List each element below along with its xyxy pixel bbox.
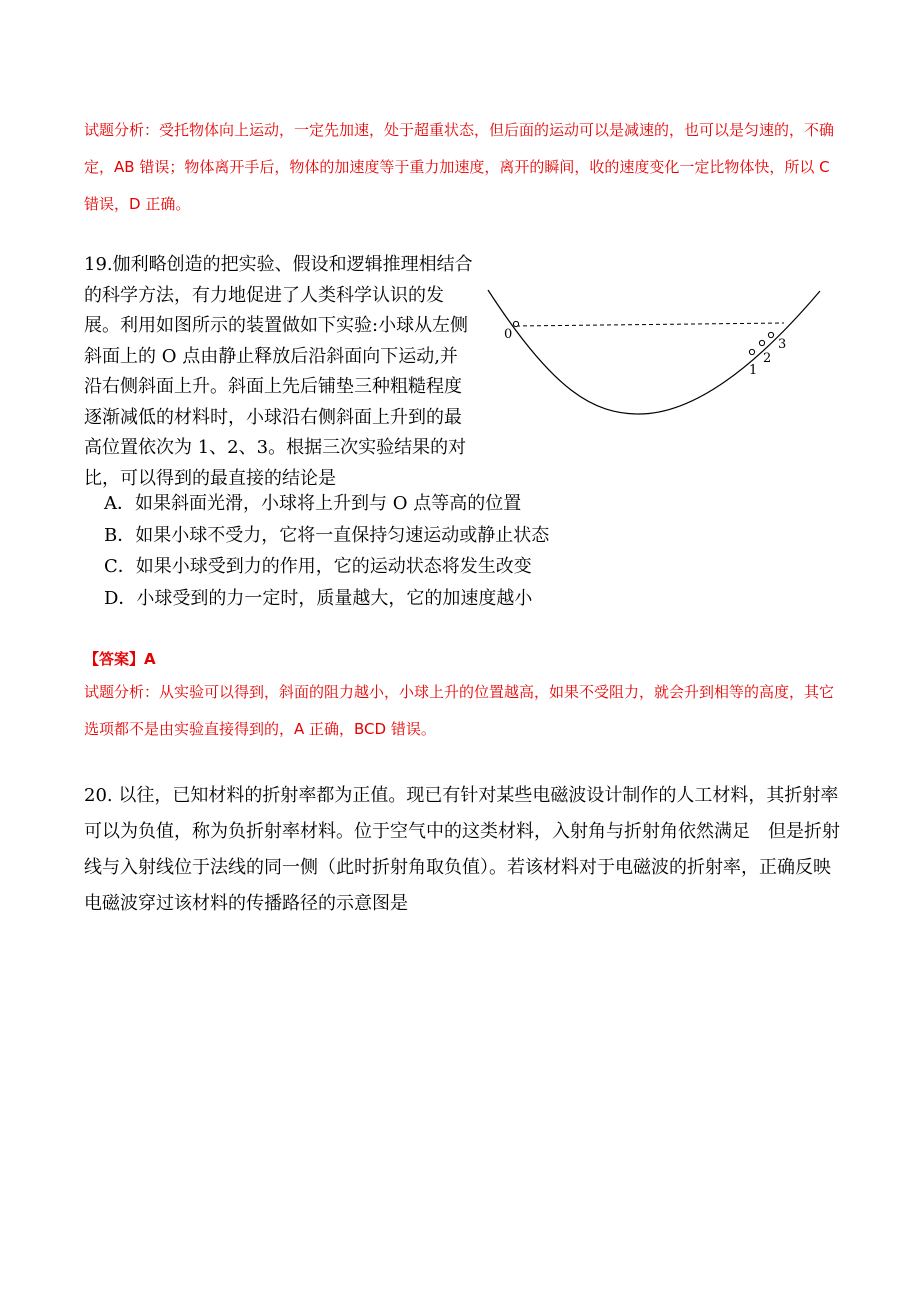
q19-options-list xyxy=(104,488,604,614)
q19-analysis-text: 试题分析：从实验可以得到，斜面的阻力越小，小球上升的位置越高，如果不受阻力，就会升到相等的高度，其它选项都不是由实验直接得到的，A 正确，BCD 错误。 xyxy=(84,683,835,738)
q18-analysis-text: 试题分析：受托物体向上运动，一定先加速，处于超重状态，但后面的运动可以是减速的，也可以是匀速的，不确定，AB 错误；物体离开手后，物体的加速度等于重力加速度，离开的瞬间，收的速度变化一定比物体快，所以 C 错误，D 正确。 xyxy=(84,121,835,213)
label-1: 1 xyxy=(749,363,758,378)
ball-position-2 xyxy=(759,340,764,345)
q19-option-d: D．小球受到的力一定时，质量越大，它的加速度越小 xyxy=(104,587,533,609)
label-3: 3 xyxy=(778,337,787,352)
label-2: 2 xyxy=(763,351,772,366)
q19-option-c: C．如果小球受到力的作用，它的运动状态将发生改变 xyxy=(104,556,532,577)
q19-option-b: B．如果小球不受力，它将一直保持匀速运动或静止状态 xyxy=(104,524,550,546)
ball-position-3 xyxy=(768,332,773,337)
height-reference-dashed-line xyxy=(516,323,784,326)
q20-stem-text: 20. 以往，已知材料的折射率都为正值。现已有针对某些电磁波设计制作的人工材料，其折射率可以为负值，称为负折射率材料。位于空气中的这类材料，入射角与折射角依然满足 但是折射线与入射线位于法线的同一侧（此时折射角取负值）。若该材料对于电磁波的折射率，正确反映电磁波穿过该材料的传播路径的示意图是 xyxy=(84,785,840,914)
ball-at-o xyxy=(513,321,518,326)
q19-stem-text: 19.伽利略创造的把实验、假设和逻辑推理相结合的科学方法，有力地促进了人类科学认识的发展。利用如图所示的装置做如下实验:小球从左侧斜面上的 O 点由静止释放后沿斜面向下运动,并沿右侧斜面上升。斜面上先后铺垫三种粗糙程度逐渐减低的材料时，小球沿右侧斜面上升到的最高位置依次为 1、2、3。根据三次实验结果的对比，可以得到的最直接的结论是 xyxy=(84,254,473,489)
ball-position-1 xyxy=(749,349,754,354)
incline-experiment-figure xyxy=(484,282,829,422)
q19-option-a: A．如果斜面光滑，小球将上升到与 O 点等高的位置 xyxy=(104,493,522,514)
q19-answer-label: 【答案】A xyxy=(84,650,156,668)
label-o: 0 xyxy=(504,327,513,342)
